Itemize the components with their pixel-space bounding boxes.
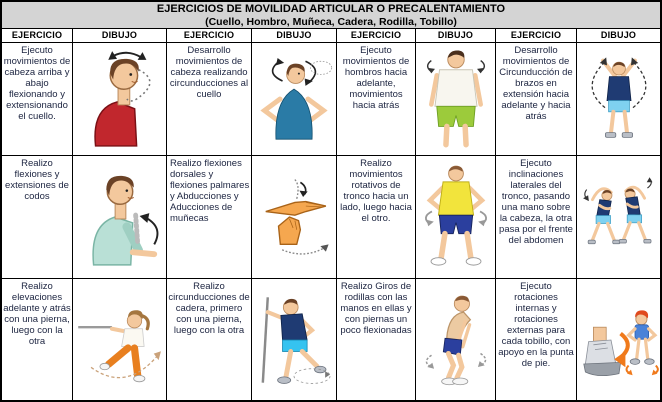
knee-circles-figure-icon <box>418 284 494 396</box>
exercise-table <box>2 29 660 400</box>
drawing-cell-knee-circles <box>416 279 496 400</box>
col-header-ejercicio-1: EJERCICIO <box>2 29 73 43</box>
lateral-trunk-bend-figures-icon <box>578 165 659 269</box>
col-header-ejercicio-3: EJERCICIO <box>337 29 416 43</box>
page-subtitle: (Cuello, Hombro, Muñeca, Cadera, Rodilla, Tobillo) <box>205 16 457 28</box>
wrist-movements-hands-icon <box>253 167 335 267</box>
shoulder-rolls-figure-icon <box>424 46 488 152</box>
drawing-cell-neck-circumduction <box>252 43 337 156</box>
drawing-cell-trunk-rotation <box>416 156 496 279</box>
ankle-rotation-figure-icon <box>579 286 659 394</box>
elbow-flexion-figure-icon <box>76 165 164 269</box>
exercise-cell-knee-circles: Realizo Giros de rodillas con las manos en ellas y con piernas un poco flexionadas <box>337 279 416 400</box>
title-band <box>2 2 660 29</box>
exercise-cell-ankle-rotations: Ejecuto rotaciones internas y rotaciones externas para cada tobillo, con apoyo en la punta de pie. <box>496 279 577 400</box>
exercise-cell-trunk-rotation: Realizo movimientos rotativos de tronco hacia un lado, luego hacia el otro. <box>337 156 416 279</box>
col-header-ejercicio-2: EJERCICIO <box>167 29 252 43</box>
drawing-cell-leg-swings <box>73 279 167 400</box>
drawing-cell-hip-circumduction <box>252 279 337 400</box>
exercise-cell-neck-circumduction: Desarrollo movimientos de cabeza realizando circunducciones al cuello <box>167 43 252 156</box>
drawing-cell-arm-circles <box>577 43 660 156</box>
exercise-cell-wrist-movements: Realizo flexiones dorsales y flexiones palmares y Abducciones y Aducciones de muñecas <box>167 156 252 279</box>
drawing-cell-neck-updown <box>73 43 167 156</box>
neck-up-down-figure-icon <box>76 49 164 149</box>
col-header-dibujo-4: DIBUJO <box>577 29 660 43</box>
page-title: EJERCICIOS DE MOVILIDAD ARTICULAR O PRECALENTAMIENTO <box>156 3 506 15</box>
drawing-cell-shoulder-rolls <box>416 43 496 156</box>
exercise-cell-elbow-flexion: Realizo flexiones y extensiones de codos <box>2 156 73 279</box>
hip-circumduction-figure-icon <box>253 284 335 396</box>
drawing-cell-elbow-flexion <box>73 156 167 279</box>
exercise-cell-neck-updown: Ejecuto movimientos de cabeza arriba y abajo flexionando y extensionando el cuello. <box>2 43 73 156</box>
exercise-cell-shoulder-rolls: Ejecuto movimientos de hombros hacia adelante, movimientos hacia atrás <box>337 43 416 156</box>
leg-swing-figure-icon <box>75 284 165 396</box>
drawing-cell-wrist-movements <box>252 156 337 279</box>
col-header-dibujo-1: DIBUJO <box>73 29 167 43</box>
drawing-cell-lateral-bends <box>577 156 660 279</box>
exercise-cell-hip-circumduction: Realizo circunducciones de cadera, primero con una pierna, luego con la otra <box>167 279 252 400</box>
col-header-dibujo-2: DIBUJO <box>252 29 337 43</box>
exercise-cell-arm-circles: Desarrollo movimientos de Circunducción de brazos en extensión hacia adelante y hacia atrás <box>496 43 577 156</box>
trunk-rotation-figure-icon <box>419 161 493 273</box>
arm-circles-figure-icon <box>579 46 659 152</box>
col-header-dibujo-3: DIBUJO <box>416 29 496 43</box>
exercise-cell-lateral-bends: Ejecuto inclinaciones laterales del tronco, pasando una mano sobre la cabeza, la otra pasa por el frente del abdomen <box>496 156 577 279</box>
drawing-cell-ankle-rotations <box>577 279 660 400</box>
exercise-cell-leg-swings: Realizo elevaciones adelante y atrás con una pierna, luego con la otra <box>2 279 73 400</box>
neck-circumduction-figure-icon <box>253 50 335 148</box>
col-header-ejercicio-4: EJERCICIO <box>496 29 577 43</box>
